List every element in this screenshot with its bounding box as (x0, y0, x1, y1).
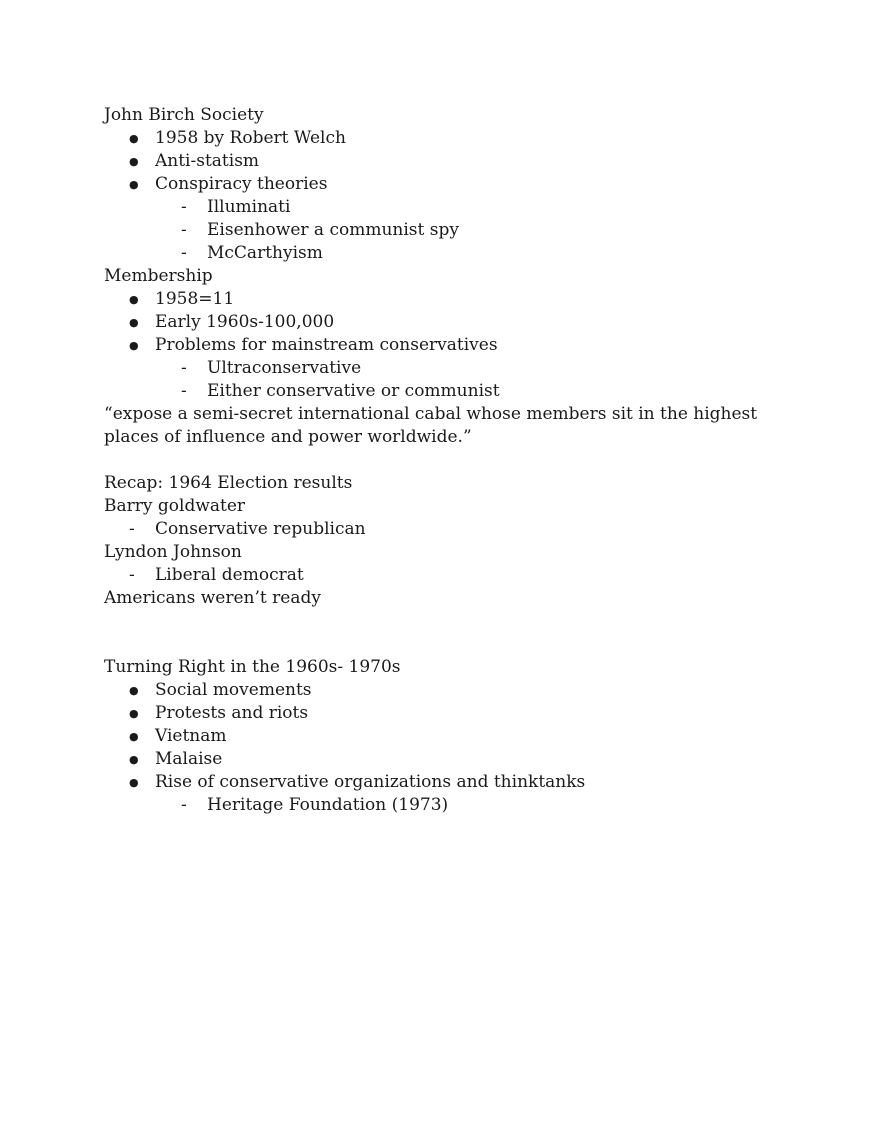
list-item (104, 150, 784, 173)
list-item-text: 1958=11 (155, 289, 235, 309)
sub-list-item-text: Eisenhower a communist spy (207, 220, 459, 240)
sub-list-item (104, 196, 784, 219)
sub-list-item (104, 357, 784, 380)
bullet-icon: ● (129, 293, 139, 306)
list-item-text: Vietnam (155, 726, 227, 746)
list-item (104, 725, 784, 748)
list-item (104, 702, 784, 725)
list-item-text: Problems for mainstream conservatives (155, 335, 498, 355)
list-item (104, 334, 784, 357)
candidate-goldwater (104, 495, 784, 518)
candidate-johnson (104, 541, 784, 564)
bullet-icon: ● (129, 730, 139, 743)
quote-text: “expose a semi-secret international cabal whose members sit in the highest places of influence and power worldwide.” (104, 404, 758, 447)
conclusion-text: Americans weren’t ready (104, 588, 321, 608)
list-item-text: Anti-statism (155, 151, 260, 171)
dash-icon: - (181, 220, 187, 240)
candidate-description-text: Liberal democrat (155, 565, 304, 585)
spacer (104, 610, 784, 656)
list-item (104, 173, 784, 196)
list-item (104, 748, 784, 771)
heading-text: John Birch Society (104, 105, 264, 125)
sub-list-item (104, 242, 784, 265)
bullet-icon: ● (129, 707, 139, 720)
list-item-text: Protests and riots (155, 703, 309, 723)
sub-list-item-text: Heritage Foundation (1973) (207, 795, 449, 815)
list-item-text: Conspiracy theories (155, 174, 328, 194)
list-item-text: Early 1960s-100,000 (155, 312, 335, 332)
heading-turning-right (104, 656, 784, 679)
sub-list-item-text: Either conservative or communist (207, 381, 500, 401)
quote-paragraph (104, 403, 784, 449)
heading-membership (104, 265, 784, 288)
dash-icon: - (129, 519, 135, 539)
list-item-text: 1958 by Robert Welch (155, 128, 346, 148)
list-item-text: Malaise (155, 749, 223, 769)
dash-icon: - (181, 358, 187, 378)
list-item (104, 771, 784, 794)
bullet-icon: ● (129, 776, 139, 789)
recap-conclusion (104, 587, 784, 610)
spacer (104, 449, 784, 472)
heading-john-birch-society (104, 104, 784, 127)
candidate-description-text: Conservative republican (155, 519, 366, 539)
bullet-icon: ● (129, 684, 139, 697)
document-page (104, 104, 784, 817)
bullet-icon: ● (129, 339, 139, 352)
bullet-icon: ● (129, 178, 139, 191)
list-item (104, 311, 784, 334)
sub-list-item-text: McCarthyism (207, 243, 323, 263)
list-item-text: Social movements (155, 680, 312, 700)
dash-icon: - (129, 565, 135, 585)
sub-list-item (104, 380, 784, 403)
sub-list-item-text: Ultraconservative (207, 358, 362, 378)
heading-text: Turning Right in the 1960s- 1970s (104, 657, 401, 677)
candidate-name: Lyndon Johnson (104, 542, 242, 562)
dash-icon: - (181, 243, 187, 263)
dash-icon: - (181, 381, 187, 401)
bullet-icon: ● (129, 155, 139, 168)
candidate-description (104, 518, 784, 541)
candidate-description (104, 564, 784, 587)
bullet-icon: ● (129, 132, 139, 145)
dash-icon: - (181, 795, 187, 815)
list-item (104, 679, 784, 702)
sub-list-item-text: Illuminati (207, 197, 291, 217)
sub-list-item (104, 794, 784, 817)
dash-icon: - (181, 197, 187, 217)
list-item-text: Rise of conservative organizations and thinktanks (155, 772, 586, 792)
bullet-icon: ● (129, 753, 139, 766)
heading-text: Recap: 1964 Election results (104, 473, 353, 493)
list-item (104, 288, 784, 311)
heading-recap (104, 472, 784, 495)
candidate-name: Barry goldwater (104, 496, 246, 516)
bullet-icon: ● (129, 316, 139, 329)
list-item (104, 127, 784, 150)
sub-list-item (104, 219, 784, 242)
heading-text: Membership (104, 266, 213, 286)
